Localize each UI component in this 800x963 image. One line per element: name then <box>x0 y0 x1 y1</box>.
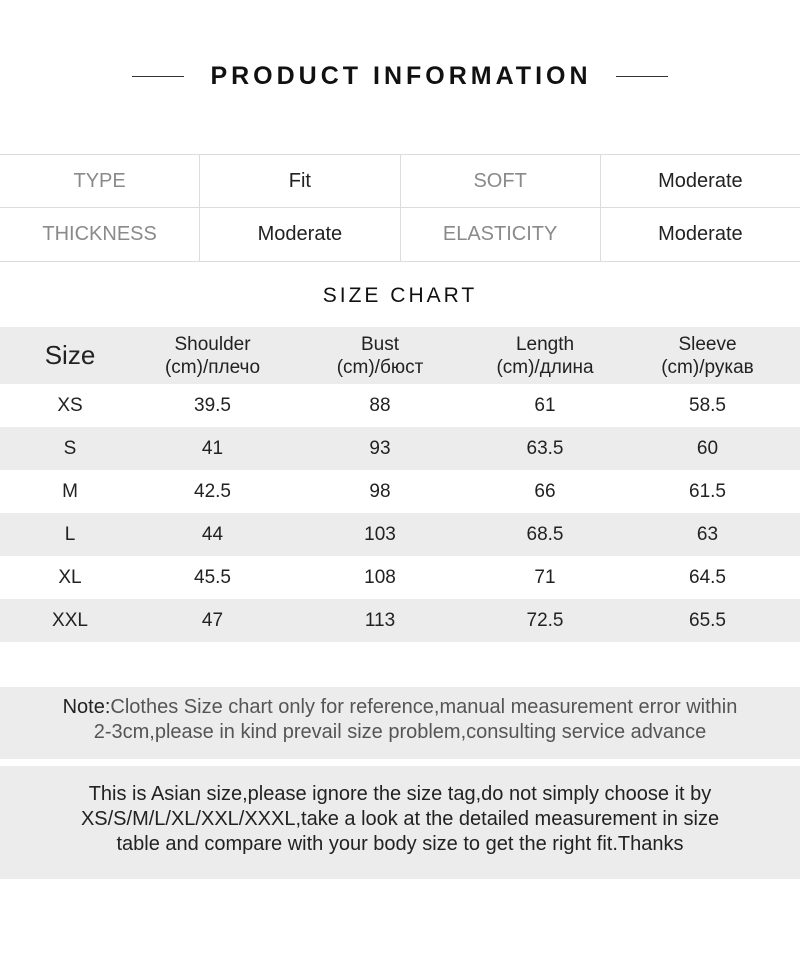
cell-shoulder: 47 <box>201 609 224 631</box>
info-value-thickness: Moderate <box>199 208 399 261</box>
size-chart-table <box>0 327 800 642</box>
cell-shoulder: 42.5 <box>194 480 231 502</box>
notice-line: XS/S/M/L/XL/XXL/XXXL,take a look at the detailed measurement in size <box>80 808 720 830</box>
column-header-label: Sleeve <box>678 333 737 355</box>
column-header-unit: (cm)/плечо <box>164 356 261 378</box>
cell-size: XL <box>58 566 82 588</box>
table-row <box>0 599 800 642</box>
column-header-sleeve <box>615 333 800 379</box>
table-row <box>0 427 800 470</box>
info-row <box>0 207 800 261</box>
cell-sleeve: 58.5 <box>689 394 726 416</box>
cell-sleeve: 63 <box>696 523 719 545</box>
table-row <box>0 384 800 427</box>
column-header-label: Shoulder <box>174 333 251 355</box>
cell-sleeve: 64.5 <box>689 566 726 588</box>
note-line: 2-3cm,please in kind prevail size problem,consulting service advance <box>93 721 707 743</box>
info-key-thickness: THICKNESS <box>42 223 157 245</box>
cell-length: 61 <box>534 394 556 416</box>
size-table-header <box>0 327 800 384</box>
cell-length: 68.5 <box>526 523 564 545</box>
cell-size: L <box>64 523 76 545</box>
info-value-soft: Moderate <box>600 155 800 207</box>
cell-shoulder: 45.5 <box>194 566 231 588</box>
header-rule-left <box>132 76 184 77</box>
cell-sleeve: 60 <box>696 437 719 459</box>
column-header-label: Length <box>515 333 575 355</box>
header-rule-right <box>616 76 668 77</box>
cell-bust: 108 <box>364 566 396 588</box>
cell-length: 63.5 <box>526 437 564 459</box>
table-row <box>0 556 800 599</box>
page-title: PRODUCT INFORMATION <box>210 61 592 90</box>
cell-bust: 103 <box>364 523 396 545</box>
cell-length: 72.5 <box>526 609 564 631</box>
note-text: Clothes Size chart only for reference,manual measurement error within <box>110 696 738 718</box>
column-header-size: Size <box>44 340 96 370</box>
asian-size-notice <box>0 766 800 879</box>
cell-length: 71 <box>534 566 556 588</box>
column-header-shoulder <box>140 333 285 379</box>
cell-bust: 93 <box>369 437 391 459</box>
cell-size: S <box>63 437 77 459</box>
notice-line: This is Asian size,please ignore the size tag,do not simply choose it by <box>88 783 712 805</box>
measurement-note <box>0 687 800 759</box>
page-header <box>0 58 800 94</box>
note-label: Note: <box>62 696 111 718</box>
column-header-length <box>475 333 615 379</box>
column-header-bust <box>285 333 475 379</box>
info-row <box>0 155 800 207</box>
size-chart-title: SIZE CHART <box>322 284 478 307</box>
column-header-label: Bust <box>360 333 400 355</box>
notice-line: table and compare with your body size to get the right fit.Thanks <box>116 833 684 855</box>
info-key-elasticity: ELASTICITY <box>400 208 600 261</box>
info-key-soft: SOFT <box>400 155 600 207</box>
cell-sleeve: 61.5 <box>689 480 726 502</box>
info-value-elasticity: Moderate <box>600 208 800 261</box>
cell-size: XXL <box>52 609 88 631</box>
column-header-unit: (cm)/бюст <box>336 356 424 378</box>
cell-length: 66 <box>534 480 556 502</box>
table-row <box>0 513 800 556</box>
column-header-unit: (cm)/рукав <box>661 356 754 378</box>
cell-size: XS <box>57 394 83 416</box>
cell-bust: 88 <box>369 394 391 416</box>
cell-sleeve: 65.5 <box>689 609 726 631</box>
cell-bust: 113 <box>364 609 396 631</box>
cell-size: M <box>62 480 78 502</box>
cell-shoulder: 41 <box>201 437 224 459</box>
cell-shoulder: 44 <box>201 523 224 545</box>
product-info-grid <box>0 154 800 262</box>
cell-shoulder: 39.5 <box>194 394 231 416</box>
note-line <box>0 695 800 720</box>
column-header-unit: (cm)/длина <box>496 356 594 378</box>
info-key-type: TYPE <box>73 169 126 192</box>
table-row <box>0 470 800 513</box>
info-value-type: Fit <box>199 155 399 207</box>
cell-bust: 98 <box>369 480 391 502</box>
